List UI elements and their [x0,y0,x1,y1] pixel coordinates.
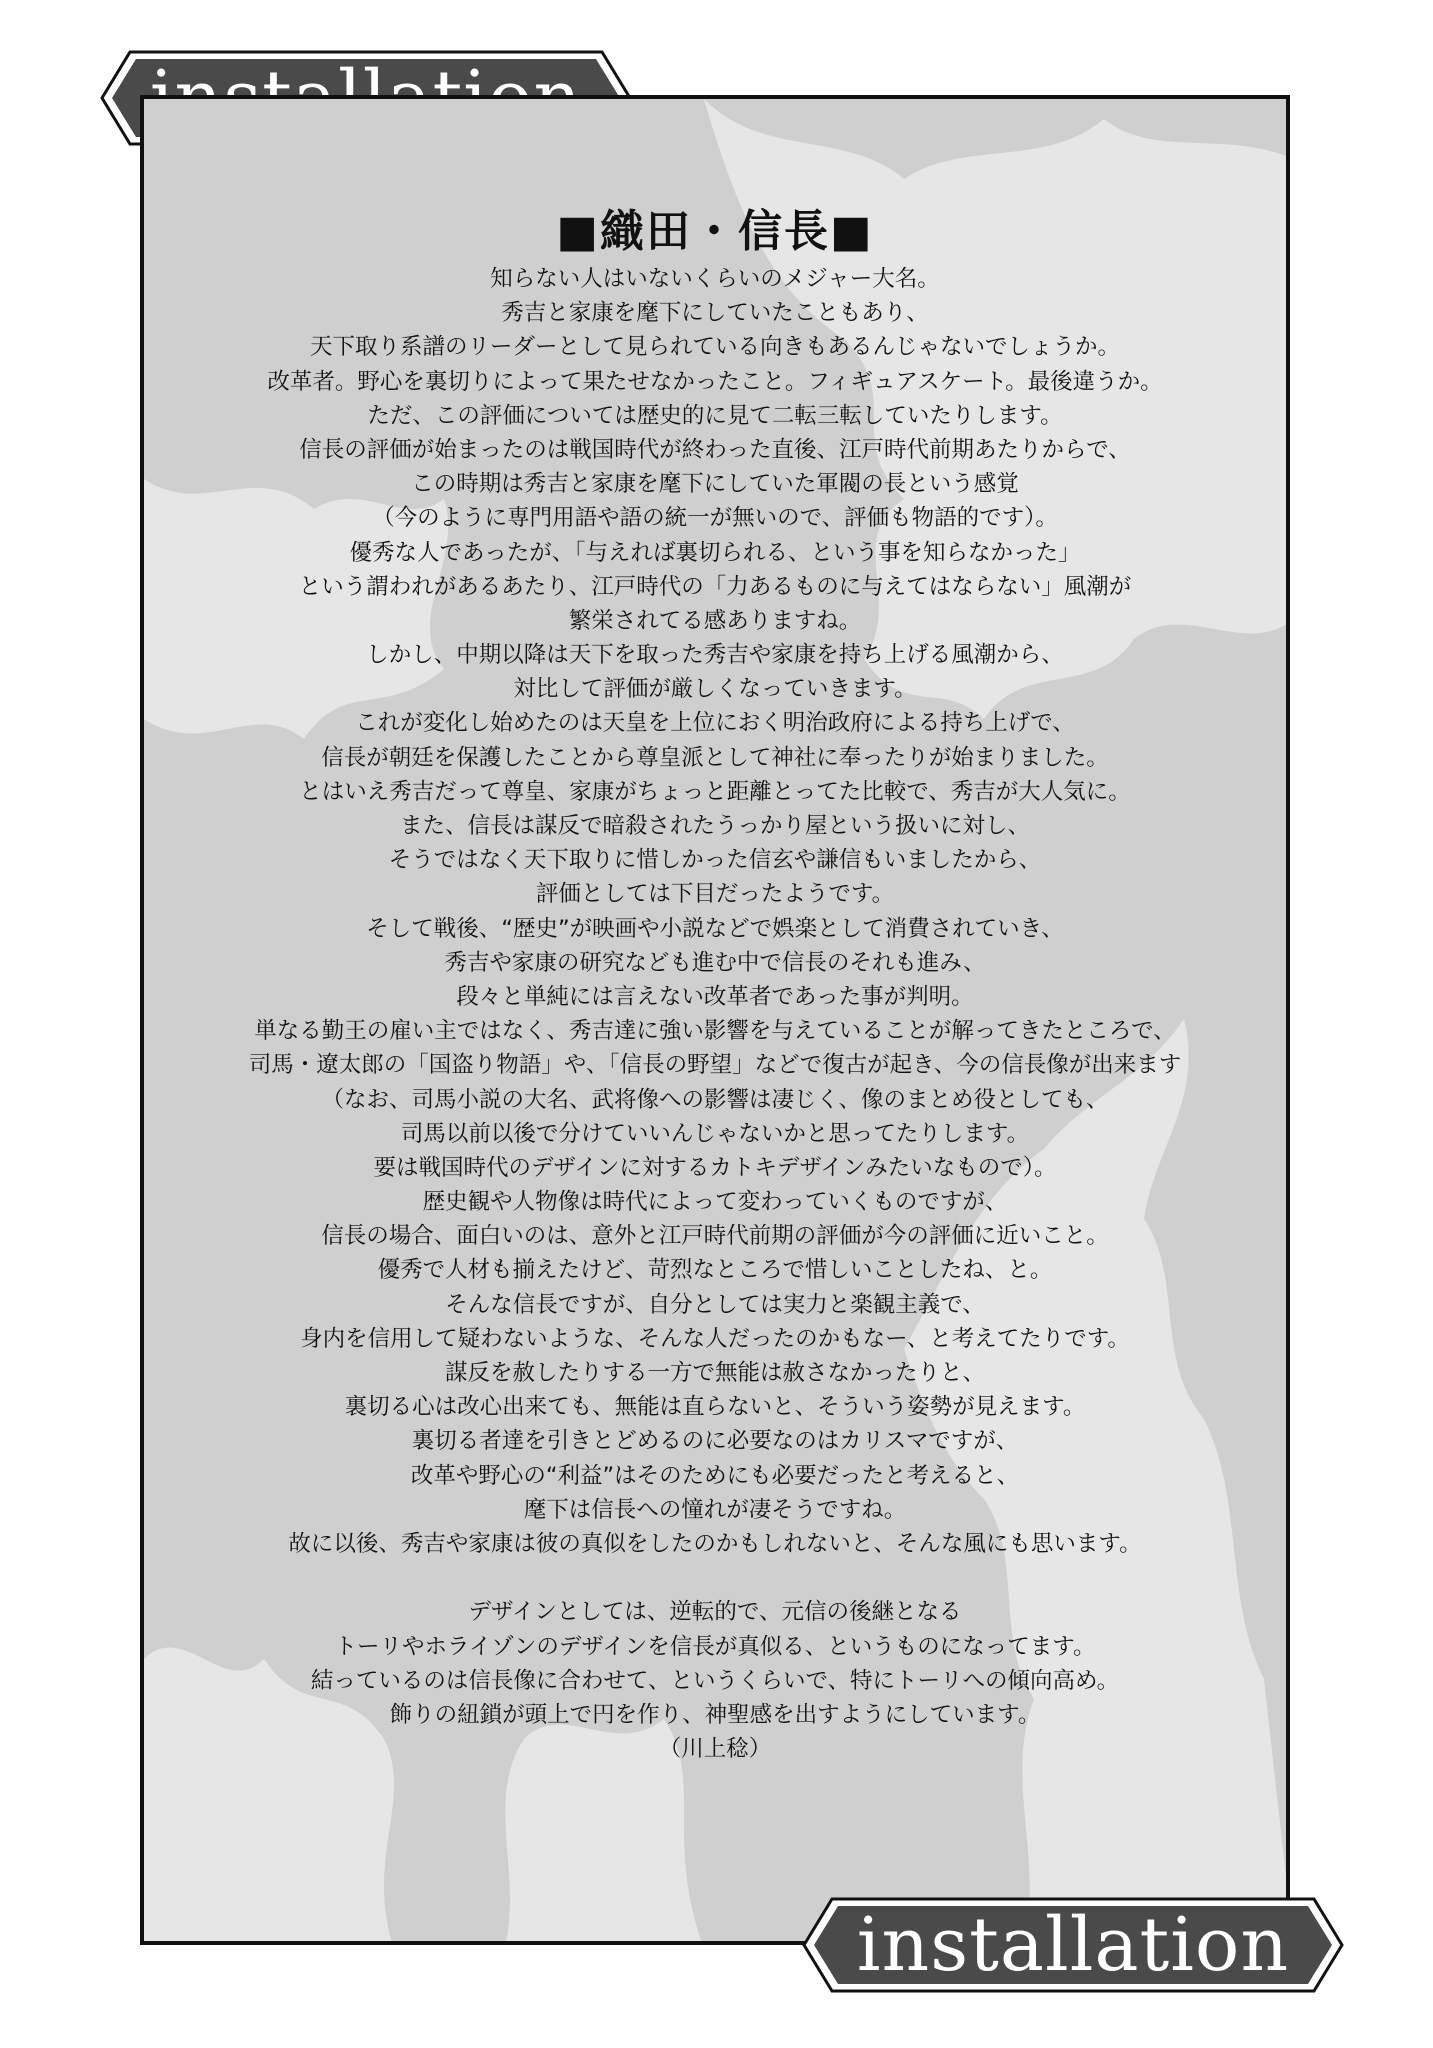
essay-line: 段々と単純には言えない改革者であった事が判明。 [456,983,974,1010]
essay-line: 歴史観や人物像は時代によって変わっていくものですが、 [422,1189,1008,1216]
essay-line: しかし、中期以降は天下を取った秀吉や家康を持ち上げる風潮から、 [366,642,1064,669]
essay-line: 信長が朝廷を保護したことから尊皇派として神社に奉ったりが始まりました。 [321,744,1109,771]
essay-line: そして戦後、“歴史”が映画や小説などで娯楽として消費されていき、 [366,915,1064,942]
page-title: ■織田・信長■ [556,206,874,257]
design-note-line: トーリやホライゾンのデザインを信長が真似る、というものになってます。 [334,1633,1096,1660]
essay-line: という謂われがあるあたり、江戸時代の「力あるものに与えてはならない」風潮が [298,573,1132,600]
essay-line: 司馬・遼太郎の「国盗り物語」や、「信長の野望」などで復古が起き、今の信長像が出来ます [248,1052,1182,1079]
essay-line: 秀吉と家康を麾下にしていたこともあり、 [501,300,929,327]
essay-line: 司馬以前以後で分けていいんじゃないかと思ってたりします。 [400,1120,1030,1147]
essay-line: 身内を信用して疑わないような、そんな人だったのかもなー、と考えてたりです。 [300,1325,1130,1352]
essay-line: 信長の場合、面白いのは、意外と江戸時代前期の評価が今の評価に近いこと。 [321,1223,1109,1250]
essay-line: 単なる勤王の雇い主ではなく、秀吉達に強い影響を与えていることが解ってきたところで、 [254,1018,1176,1045]
essay-line: （なお、司馬小説の大名、武将像への影響は凄じく、像のまとめ役としても、 [321,1086,1109,1113]
essay-line: そんな信長ですが、自分としては実力と楽観主義で、 [445,1291,985,1318]
essay-line: 秀吉や家康の研究なども進む中で信長のそれも進み、 [444,949,986,976]
essay-line: 謀反を赦したりする一方で無能は赦さなかったりと、 [444,1360,985,1386]
essay-line: 信長の評価が始まったのは戦国時代が終わった直後、江戸時代前期あたりからで、 [299,436,1131,463]
essay-text [140,262,1290,1766]
essay-line: 知らない人はいないくらいのメジャー大名。 [490,266,940,292]
essay-line: （今のように専門用語や語の統一が無いので、評価も物語的です）。 [372,505,1058,532]
essay-line: ただ、この評価については歴史的に見て二転三転していたりします。 [367,402,1063,429]
design-note-line: デザインとしては、逆転的で、元信の後継となる [468,1599,962,1626]
paragraph-gap [140,1561,1290,1595]
essay-line: また、信長は謀反で暗殺されたうっかり屋という扱いに対し、 [399,813,1030,839]
essay-line: 優秀で人材も揃えたけど、苛烈なところで惜しいことしたね、と。 [377,1257,1053,1284]
essay-line: 裏切る心は改心出来ても、無能は直らないと、そういう姿勢が見えます。 [344,1394,1086,1421]
essay-line: 天下取り系譜のリーダーとして見られている向きもあるんじゃないでしょうか。 [309,334,1120,361]
essay-line: 改革や野心の“利益”はそのためにも必要だったと考えると、 [410,1462,1020,1489]
footer-badge [798,1895,1348,1995]
essay-line: これが変化し始めたのは天皇を上位におく明治政府による持ち上げで、 [355,710,1075,737]
essay-line: 要は戦国時代のデザインに対するカトキデザインみたいなもので）。 [373,1154,1057,1181]
footer-badge-label: installation [856,1902,1290,1988]
essay-line: 繁栄されてる感ありますね。 [568,607,862,634]
essay-line: そうではなく天下取りに惜しかった信玄や謙信もいましたから、 [388,847,1042,874]
essay-line: 故に以後、秀吉や家康は彼の真似をしたのかもしれないと、そんな風にも思います。 [288,1530,1142,1557]
essay-line: 裏切る者達を引きとどめるのに必要なのはカリスマですが、 [411,1428,1019,1455]
essay-line: とはいえ秀吉だって尊皇、家康がちょっと距離とってた比較で、秀吉が大人気に。 [299,778,1131,805]
essay-line: 改革者。野心を裏切りによって果たせなかったこと。フィギュアスケート。最後違うか。 [267,368,1163,395]
essay-line: 対比して評価が厳しくなっていきます。 [513,676,917,703]
signature: （川上稔） [658,1736,772,1763]
design-note-line: 結っているのは信長像に合わせて、というくらいで、特にトーリへの傾向高め。 [310,1667,1120,1694]
essay-line: 評価としては下目だったようです。 [535,881,895,908]
essay-line: 麾下は信長への憧れが凄そうですね。 [523,1496,907,1523]
design-note-line: 飾りの紐鎖が頭上で円を作り、神聖感を出すようにしています。 [389,1701,1041,1728]
essay-line: この時期は秀吉と家康を麾下にしていた軍閥の長という感覚 [411,471,1019,498]
essay-line: 優秀な人であったが、「与えれば裏切られる、という事を知らなかった」 [349,539,1081,566]
